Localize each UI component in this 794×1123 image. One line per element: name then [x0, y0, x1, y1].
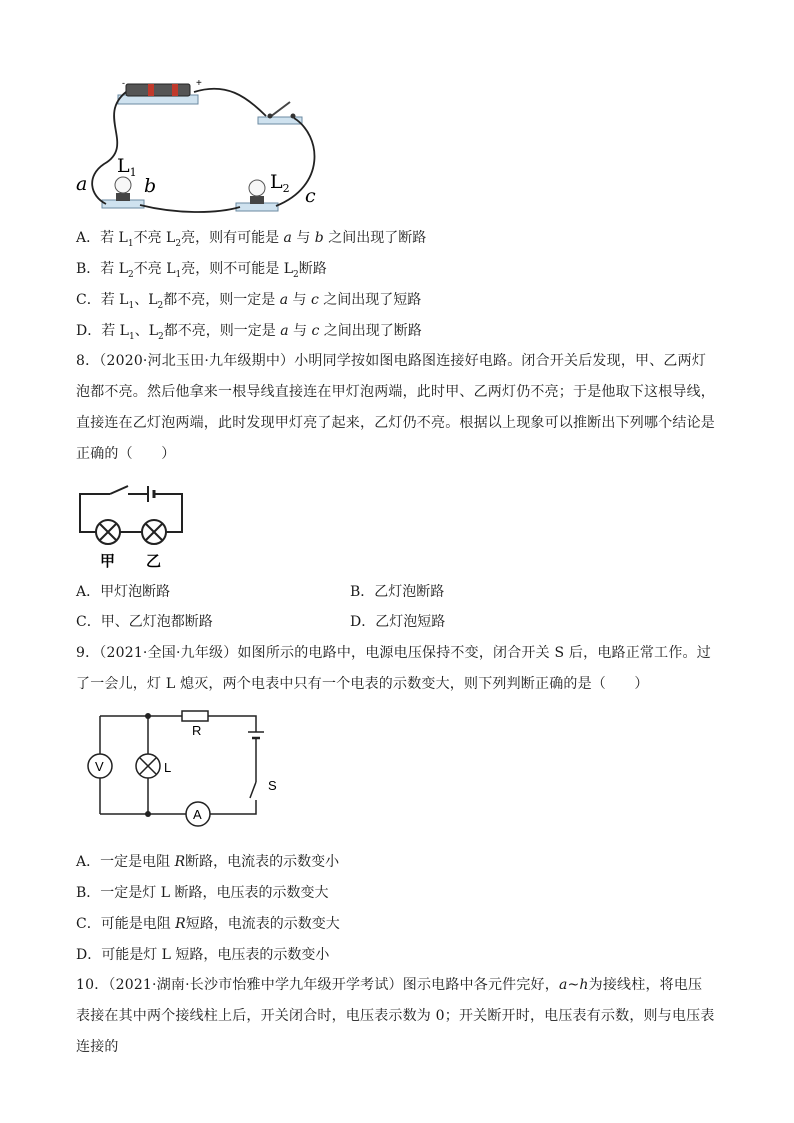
q9-voltmeter — [88, 754, 112, 778]
q8-option-c: C．甲、乙灯泡都断路 — [76, 614, 213, 630]
q9-label-r: R — [192, 723, 202, 738]
label-l2: $L_2$ — [270, 171, 290, 195]
q10-stem: 10．（2021·湖南·长沙市怡雅中学九年级开学考试）图示电路中各元件完好，a~h为接线柱，将电压表接在其中两个接线柱上后，开关闭合时，电压表示数为 0；开关断开时，电压表有示数，则与电压表连接的 — [76, 977, 715, 1055]
label-a: a — [76, 173, 88, 195]
battery-minus-label: - — [122, 78, 125, 88]
q9-stem: 9．（2021·全国·九年级）如图所示的电路中，电源电压保持不变，闭合开关 S 后，电路正常工作。过了一会儿，灯 L 熄灭，两个电表中只有一个电表的示数变大，则下列判断正确的是（ ） — [76, 645, 711, 692]
q9-junction-top — [145, 713, 151, 719]
q9-option-d: D．可能是灯 L 短路，电压表的示数变小 — [76, 947, 330, 963]
q9-option-c: C．可能是电阻 R短路，电流表的示数变大 — [76, 916, 340, 932]
q9-junction-bottom — [145, 811, 151, 817]
q7-option-b: B．若 $L_2$不亮 $L_1$亮，则不可能是 $L_2$断路 — [76, 261, 327, 280]
figure-q8-circuit — [76, 484, 188, 568]
lamp2-bulb — [249, 180, 265, 196]
switch-blade — [270, 102, 290, 117]
lamp1-base — [102, 200, 144, 208]
label-c: c — [305, 185, 316, 207]
q9-switch — [250, 782, 256, 798]
q9-label-l: L — [164, 760, 172, 775]
q8-stem: 8．（2020·河北玉田·九年级期中）小明同学按如图电路图连接好电路。闭合开关后发现，甲、乙两灯泡都不亮。然后他拿来一根导线直接连在甲灯泡两端，此时甲、乙两灯仍不亮；于是他取下这根导线，直接连在乙灯泡两端，此时发现甲灯亮了起来，乙灯仍不亮。根据以上现象可以推断出下列哪个结论是正确的（ ） — [76, 353, 715, 462]
lamp2-base — [236, 203, 278, 211]
svg-text:V: V — [95, 759, 104, 774]
q9-ammeter — [186, 802, 210, 826]
q8-option-d: D．乙灯泡短路 — [350, 614, 446, 630]
q9-lamp — [136, 754, 160, 778]
q9-option-a: A．一定是电阻 R断路，电流表的示数变小 — [76, 854, 340, 870]
q8-label-jia: 甲 — [100, 552, 116, 570]
label-b: b — [144, 175, 157, 197]
q8-option-b: B．乙灯泡断路 — [350, 584, 445, 600]
battery-cell — [126, 84, 190, 96]
q8-option-a: A．甲灯泡断路 — [76, 584, 171, 600]
q8-lamp-jia — [96, 520, 120, 544]
label-l1: $L_1$ — [117, 155, 137, 179]
q7-option-c: C．若 $L_1$、$L_2$都不亮，则一定是 a 与 c 之间出现了短路 — [76, 292, 422, 311]
q9-resistor — [182, 711, 208, 721]
q8-lamp-yi — [142, 520, 166, 544]
q8-switch — [110, 486, 128, 494]
q9-option-b: B．一定是灯 L 断路，电压表的示数变大 — [76, 885, 329, 901]
svg-text:A: A — [193, 807, 202, 822]
q8-label-yi: 乙 — [146, 552, 162, 570]
figure-circuit-physical — [76, 76, 326, 218]
figure-q9-circuit — [86, 708, 277, 836]
wire-top — [194, 89, 266, 116]
lamp1-bulb — [115, 177, 131, 193]
q9-label-s: S — [268, 778, 277, 793]
q7-option-a: A．若 $L_1$不亮 $L_2$亮，则有可能是 a 与 b 之间出现了断路 — [76, 230, 427, 249]
battery-plus-label: + — [196, 78, 202, 89]
wire-b — [140, 205, 240, 212]
q7-option-d: D．若 $L_1$、$L_2$都不亮，则一定是 a 与 c 之间出现了断路 — [76, 323, 422, 342]
